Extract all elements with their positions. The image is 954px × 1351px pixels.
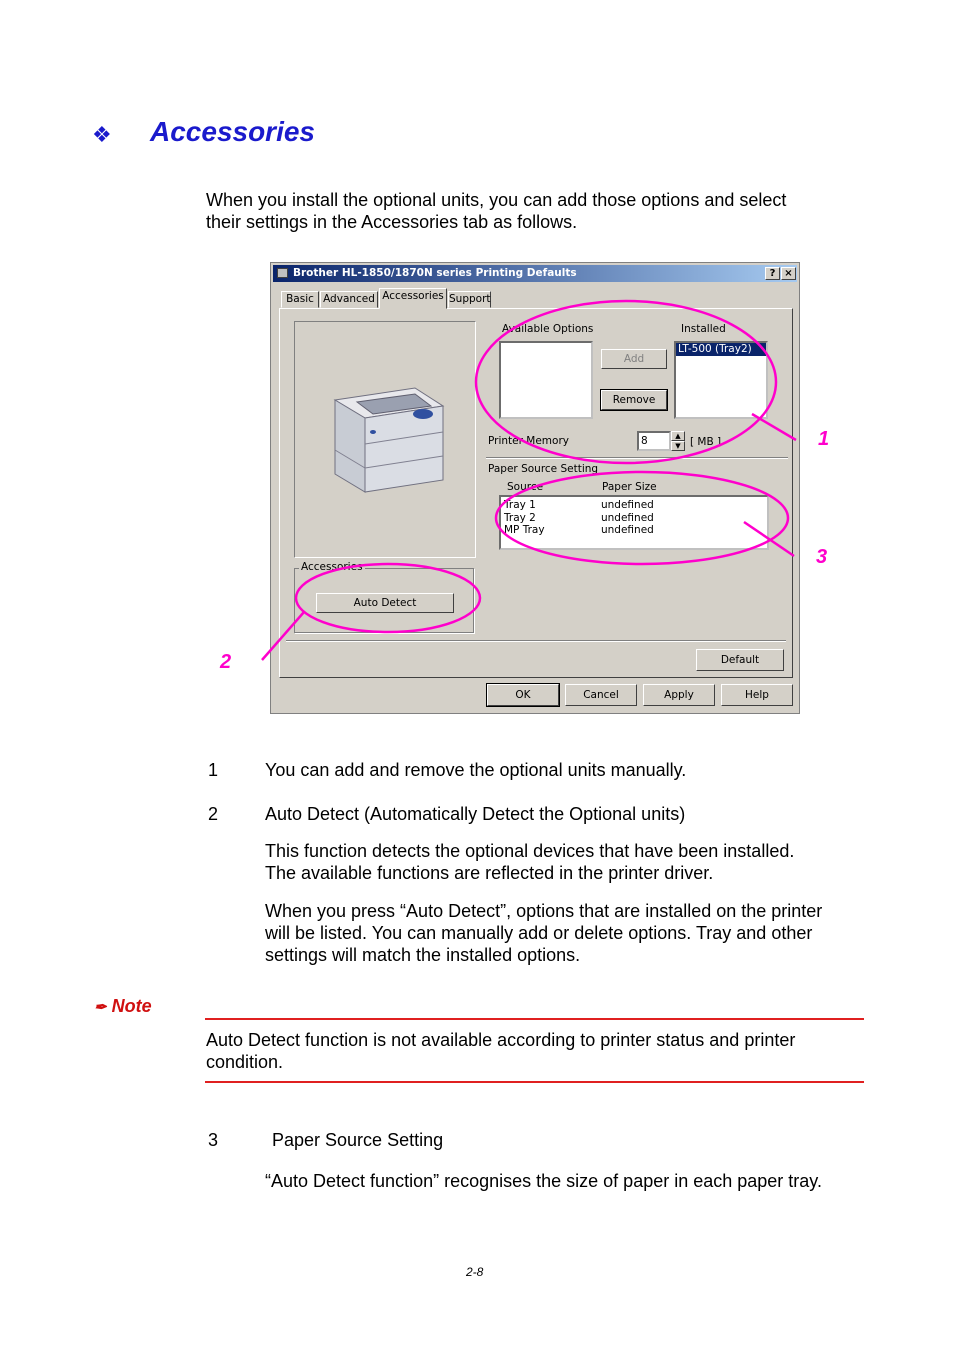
note-top-rule [205,1018,864,1020]
source-cell: Tray 2 [504,511,536,524]
callout-leader-2 [262,612,304,660]
memory-unit-label: [ MB ] [690,436,722,448]
source-column-header: Source [507,481,544,493]
tab-support[interactable]: Support [448,291,491,308]
item-number: 3 [208,1130,219,1150]
tab-advanced[interactable]: Advanced [320,291,378,308]
intro-line: their settings in the Accessories tab as follows. [206,212,578,232]
apply-button[interactable]: Apply [643,684,715,706]
item2-paragraph [265,900,822,966]
spin-down-icon[interactable]: ▼ [671,441,685,451]
help-title-button[interactable]: ? [765,267,780,280]
item-text: Paper Source Setting [272,1130,444,1150]
source-cell: MP Tray [504,524,545,536]
callout-number-1: 1 [818,428,830,450]
item-number: 1 [208,760,219,780]
size-cell: undefined [601,511,654,524]
paper-source-group-label: Paper Source Setting [488,463,599,475]
paragraph-line: The available functions are reflected in the printer driver. [265,863,714,883]
note-label-text: Note [111,996,152,1016]
printer-memory-input[interactable]: 8 [637,431,671,451]
installed-label: Installed [681,323,726,335]
printer-memory-label: Printer Memory [488,435,569,447]
page-number: 2-8 [466,1265,484,1279]
spin-up-icon[interactable]: ▲ [671,431,685,441]
paragraph-line: When you press “Auto Detect”, options that are installed on the printer [265,901,823,921]
pen-icon: ✒ [94,999,107,1016]
section-title: Accessories [150,116,316,147]
close-icon[interactable]: × [781,267,796,280]
paragraph-line: will be listed. You can manually add or delete options. Tray and other [265,923,813,943]
item-text: You can add and remove the optional units manually. [265,760,687,780]
cancel-button[interactable]: Cancel [565,684,637,706]
paragraph-line: This function detects the optional devices that have been installed. [265,841,795,861]
callout-number-3: 3 [816,546,828,568]
available-options-label: Available Options [502,323,594,335]
item-text: Auto Detect (Automatically Detect the Optional units) [265,804,686,824]
heading-bullet-icon: ❖ [92,122,112,147]
callout-number-2: 2 [220,651,232,673]
note-line: Auto Detect function is not available according to printer status and printer [206,1030,796,1050]
callout-ellipse-1 [476,301,776,463]
auto-detect-button[interactable]: Auto Detect [316,593,454,613]
tab-accessories[interactable]: Accessories [379,288,447,309]
note-line: condition. [206,1052,284,1072]
ok-button[interactable]: OK [487,684,559,706]
item3-description: “Auto Detect function” recognises the size of paper in each paper tray. [265,1171,822,1191]
paper-size-column-header: Paper Size [602,481,657,493]
intro-line: When you install the optional units, you can add those options and select [206,190,787,210]
callout-ellipse-3 [496,472,788,564]
source-cell: Tray 1 [504,499,536,511]
default-button[interactable]: Default [696,649,784,671]
callout-leader-1 [752,414,796,440]
item-number: 2 [208,804,219,824]
item2-paragraph [265,840,794,884]
add-button[interactable]: Add [601,349,667,369]
paragraph-line: settings will match the installed options. [265,945,581,965]
remove-button[interactable]: Remove [601,390,667,410]
size-cell: undefined [601,524,654,536]
installed-item[interactable]: LT-500 (Tray2) [676,343,766,356]
size-cell: undefined [601,499,654,511]
tab-basic[interactable]: Basic [281,291,319,308]
dialog-title: Brother HL-1850/1870N series Printing Defaults [293,267,577,279]
note-label [94,996,152,1017]
help-button[interactable]: Help [721,684,793,706]
note-bottom-rule [205,1081,864,1083]
callout-ellipse-2 [296,564,480,632]
note-text [206,1029,795,1073]
accessories-group-label: Accessories [301,561,363,573]
